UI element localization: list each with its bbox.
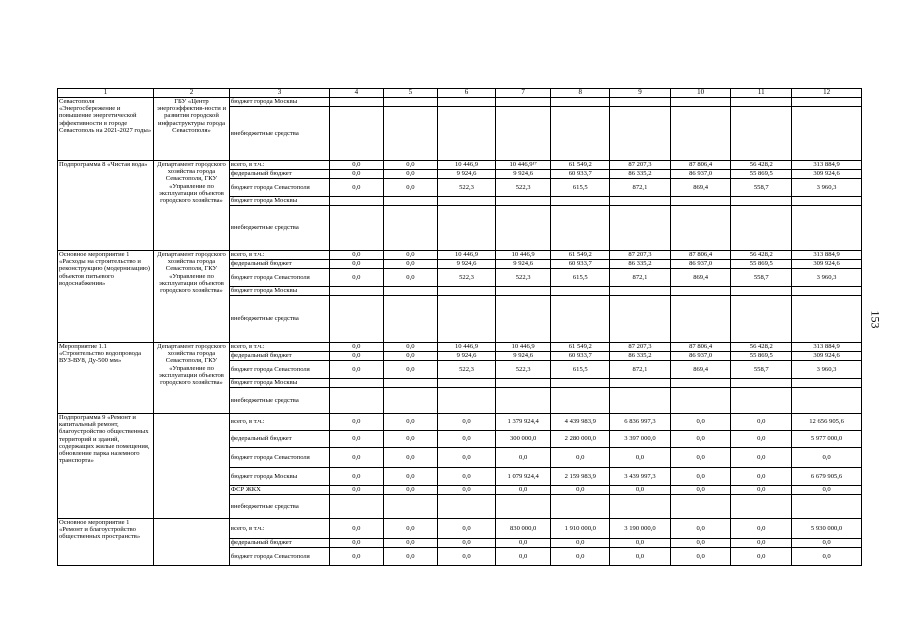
value-cell: 0,0 [330, 519, 384, 539]
value-cell [670, 379, 731, 388]
value-cell: 87 207,3 [610, 343, 671, 352]
value-cell [731, 379, 792, 388]
value-cell: 615,5 [551, 361, 610, 379]
funding-source: всего, в т.ч.: [229, 343, 329, 352]
value-cell: 0,0 [438, 548, 496, 566]
value-cell [792, 296, 862, 343]
value-cell: 522,3 [495, 361, 551, 379]
value-cell [383, 495, 438, 519]
value-cell: 0,0 [383, 161, 438, 170]
value-cell: 309 924,6 [792, 260, 862, 269]
value-cell: 0,0 [330, 251, 384, 260]
value-cell: 558,7 [731, 179, 792, 197]
value-cell: 0,0 [670, 519, 731, 539]
value-cell [551, 379, 610, 388]
value-cell: 1 379 924,4 [495, 414, 551, 431]
column-number-11: 11 [731, 89, 792, 98]
value-cell: 0,0 [731, 468, 792, 486]
value-cell: 0,0 [495, 448, 551, 468]
value-cell [731, 206, 792, 251]
value-cell [438, 287, 496, 296]
value-cell: 0,0 [438, 486, 496, 495]
value-cell: 0,0 [551, 539, 610, 548]
funding-source: федеральный бюджет [229, 170, 329, 179]
value-cell [670, 98, 731, 107]
value-cell: 0,0 [330, 486, 384, 495]
value-cell: 10 446,9 [495, 251, 551, 260]
executor-name: Департамент городского хозяйства города Севастополя, ГКУ «Управление по эксплуатации объектов городского хозяйства» [154, 343, 230, 414]
value-cell: 0,0 [792, 486, 862, 495]
value-cell [731, 197, 792, 206]
value-cell: 869,4 [670, 269, 731, 287]
value-cell: 869,4 [670, 361, 731, 379]
value-cell [551, 206, 610, 251]
value-cell [610, 197, 671, 206]
value-cell [551, 388, 610, 414]
value-cell: 56 428,2 [731, 161, 792, 170]
table-body [58, 89, 862, 566]
funding-source: бюджет города Москвы [229, 468, 329, 486]
value-cell: 0,0 [731, 431, 792, 448]
value-cell [495, 379, 551, 388]
value-cell: 87 207,3 [610, 251, 671, 260]
value-cell [610, 495, 671, 519]
value-cell [495, 197, 551, 206]
value-cell: 0,0 [495, 486, 551, 495]
value-cell: 3 960,3 [792, 361, 862, 379]
value-cell: 0,0 [330, 260, 384, 269]
program-name: Мероприятие 1.1 «Строительство водопровода ВУЗ-ВУ8, Ду-500 мм» [58, 343, 154, 414]
value-cell [792, 98, 862, 107]
value-cell [383, 98, 438, 107]
value-cell: 0,0 [330, 161, 384, 170]
value-cell [610, 296, 671, 343]
column-number-6: 6 [438, 89, 496, 98]
value-cell [330, 197, 384, 206]
value-cell: 56 428,2 [731, 343, 792, 352]
value-cell [670, 287, 731, 296]
value-cell: 0,0 [670, 448, 731, 468]
value-cell: 1 910 000,0 [551, 519, 610, 539]
value-cell: 522,3 [495, 179, 551, 197]
value-cell: 522,3 [495, 269, 551, 287]
value-cell: 3 190 000,0 [610, 519, 671, 539]
funding-source: бюджет города Москвы [229, 98, 329, 107]
value-cell: 313 884,9 [792, 251, 862, 260]
value-cell: 9 924,6 [495, 170, 551, 179]
value-cell [670, 388, 731, 414]
value-cell: 9 924,6 [438, 170, 496, 179]
value-cell [670, 197, 731, 206]
value-cell: 872,1 [610, 361, 671, 379]
value-cell [330, 296, 384, 343]
value-cell: 0,0 [792, 539, 862, 548]
value-cell: 0,0 [383, 179, 438, 197]
value-cell: 5 930 000,0 [792, 519, 862, 539]
value-cell [383, 379, 438, 388]
value-cell: 0,0 [731, 448, 792, 468]
funding-source: всего, в т.ч.: [229, 161, 329, 170]
executor-name [154, 414, 230, 519]
funding-source: всего, в т.ч.: [229, 251, 329, 260]
funding-source: бюджет города Москвы [229, 379, 329, 388]
table-row [58, 98, 862, 107]
value-cell [383, 107, 438, 161]
funding-source: ФСР ЖКХ [229, 486, 329, 495]
value-cell [551, 107, 610, 161]
table-row [58, 343, 862, 352]
value-cell: 3 439 997,3 [610, 468, 671, 486]
value-cell: 0,0 [383, 361, 438, 379]
value-cell: 0,0 [383, 539, 438, 548]
value-cell: 0,0 [330, 361, 384, 379]
value-cell [792, 206, 862, 251]
value-cell [731, 287, 792, 296]
value-cell [731, 388, 792, 414]
value-cell: 9 924,6 [495, 352, 551, 361]
value-cell: 0,0 [383, 352, 438, 361]
program-name: Подпрограмма 9 «Ремонт и капитальный ремонт, благоустройство общественных территорий и зданий, содержащих жилые помещения, обновление парка наземного транспорта» [58, 414, 154, 519]
value-cell [731, 98, 792, 107]
value-cell: 0,0 [731, 548, 792, 566]
value-cell [792, 388, 862, 414]
column-number-8: 8 [551, 89, 610, 98]
executor-name: Департамент городского хозяйства города Севастополя, ГКУ «Управление по эксплуатации объектов городского хозяйства» [154, 161, 230, 251]
value-cell [792, 287, 862, 296]
value-cell [610, 98, 671, 107]
value-cell [551, 98, 610, 107]
value-cell: 0,0 [330, 179, 384, 197]
funding-source: внебюджетные средства [229, 388, 329, 414]
value-cell: 60 933,7 [551, 170, 610, 179]
value-cell [551, 287, 610, 296]
value-cell: 0,0 [610, 448, 671, 468]
value-cell: 0,0 [610, 539, 671, 548]
value-cell: 313 884,9 [792, 343, 862, 352]
value-cell [551, 296, 610, 343]
funding-source: внебюджетные средства [229, 495, 329, 519]
value-cell: 3 960,3 [792, 179, 862, 197]
page-number: 153 [868, 310, 883, 329]
value-cell: 0,0 [551, 548, 610, 566]
funding-source: бюджет города Севастополя [229, 179, 329, 197]
value-cell: 10 446,9 [438, 343, 496, 352]
value-cell [495, 388, 551, 414]
value-cell [330, 388, 384, 414]
value-cell: 0,0 [551, 448, 610, 468]
value-cell: 86 937,0 [670, 352, 731, 361]
value-cell: 87 806,4 [670, 343, 731, 352]
value-cell: 0,0 [383, 343, 438, 352]
value-cell: 0,0 [731, 539, 792, 548]
value-cell: 0,0 [731, 486, 792, 495]
value-cell [495, 206, 551, 251]
column-number-4: 4 [330, 89, 384, 98]
value-cell: 9 924,6 [438, 260, 496, 269]
value-cell: 558,7 [731, 361, 792, 379]
value-cell: 0,0 [383, 519, 438, 539]
value-cell: 10 446,9 [438, 161, 496, 170]
value-cell: 86 937,0 [670, 170, 731, 179]
value-cell: 0,0 [330, 269, 384, 287]
value-cell [792, 379, 862, 388]
value-cell: 309 924,6 [792, 170, 862, 179]
value-cell: 309 924,6 [792, 352, 862, 361]
value-cell: 0,0 [438, 539, 496, 548]
value-cell: 61 549,2 [551, 343, 610, 352]
value-cell [551, 495, 610, 519]
value-cell: 0,0 [330, 431, 384, 448]
value-cell [330, 107, 384, 161]
value-cell [438, 98, 496, 107]
value-cell: 0,0 [330, 539, 384, 548]
value-cell: 522,3 [438, 179, 496, 197]
funding-source: внебюджетные средства [229, 206, 329, 251]
program-name: Севастополя «Энергосбережение и повышение энергетической эффективности в городе Севастополь на 2021-2027 годы» [58, 98, 154, 161]
value-cell [551, 197, 610, 206]
value-cell: 6 836 997,3 [610, 414, 671, 431]
value-cell [383, 197, 438, 206]
table-row [58, 519, 862, 539]
funding-source: федеральный бюджет [229, 431, 329, 448]
value-cell: 61 549,2 [551, 251, 610, 260]
value-cell: 0,0 [670, 414, 731, 431]
value-cell [610, 107, 671, 161]
value-cell: 0,0 [330, 170, 384, 179]
value-cell: 313 884,9 [792, 161, 862, 170]
funding-source: всего, в т.ч.: [229, 519, 329, 539]
value-cell: 0,0 [551, 486, 610, 495]
value-cell [495, 98, 551, 107]
value-cell: 0,0 [438, 448, 496, 468]
value-cell: 300 000,0 [495, 431, 551, 448]
column-number-12: 12 [792, 89, 862, 98]
value-cell [670, 296, 731, 343]
value-cell: 0,0 [330, 343, 384, 352]
value-cell: 0,0 [330, 448, 384, 468]
value-cell [731, 296, 792, 343]
funding-source: федеральный бюджет [229, 352, 329, 361]
value-cell [670, 206, 731, 251]
value-cell [330, 379, 384, 388]
value-cell: 86 335,2 [610, 170, 671, 179]
value-cell: 60 933,7 [551, 260, 610, 269]
value-cell: 0,0 [383, 548, 438, 566]
value-cell: 0,0 [792, 448, 862, 468]
value-cell: 522,3 [438, 269, 496, 287]
value-cell: 0,0 [438, 414, 496, 431]
value-cell: 86 335,2 [610, 260, 671, 269]
value-cell [383, 296, 438, 343]
value-cell: 522,3 [438, 361, 496, 379]
value-cell: 55 869,5 [731, 352, 792, 361]
value-cell: 0,0 [383, 468, 438, 486]
value-cell: 0,0 [731, 414, 792, 431]
value-cell: 0,0 [495, 548, 551, 566]
funding-source: внебюджетные средства [229, 107, 329, 161]
value-cell: 558,7 [731, 269, 792, 287]
executor-name [154, 519, 230, 566]
value-cell: 0,0 [383, 170, 438, 179]
value-cell [495, 287, 551, 296]
column-number-7: 7 [495, 89, 551, 98]
column-number-10: 10 [670, 89, 731, 98]
value-cell: 2 280 000,0 [551, 431, 610, 448]
value-cell [731, 107, 792, 161]
value-cell: 86 937,0 [670, 260, 731, 269]
value-cell [383, 206, 438, 251]
value-cell [438, 296, 496, 343]
funding-source: бюджет города Севастополя [229, 269, 329, 287]
value-cell [438, 206, 496, 251]
value-cell: 55 869,5 [731, 170, 792, 179]
value-cell: 56 428,2 [731, 251, 792, 260]
value-cell [792, 197, 862, 206]
value-cell: 0,0 [330, 414, 384, 431]
funding-source: бюджет города Севастополя [229, 448, 329, 468]
value-cell: 0,0 [330, 548, 384, 566]
value-cell: 0,0 [670, 486, 731, 495]
value-cell: 87 207,3 [610, 161, 671, 170]
value-cell: 0,0 [731, 519, 792, 539]
value-cell: 0,0 [670, 468, 731, 486]
value-cell: 61 549,2 [551, 161, 610, 170]
value-cell: 12 656 905,6 [792, 414, 862, 431]
value-cell: 615,5 [551, 269, 610, 287]
value-cell: 0,0 [792, 548, 862, 566]
value-cell: 830 000,0 [495, 519, 551, 539]
value-cell [438, 495, 496, 519]
funding-source: бюджет города Москвы [229, 197, 329, 206]
value-cell: 0,0 [610, 548, 671, 566]
column-number-1: 1 [58, 89, 154, 98]
value-cell: 0,0 [330, 352, 384, 361]
value-cell: 0,0 [438, 431, 496, 448]
value-cell: 0,0 [383, 251, 438, 260]
value-cell [383, 287, 438, 296]
value-cell [610, 287, 671, 296]
value-cell: 0,0 [438, 519, 496, 539]
value-cell: 0,0 [670, 539, 731, 548]
funding-source: бюджет города Севастополя [229, 361, 329, 379]
value-cell [670, 107, 731, 161]
value-cell: 6 679 905,6 [792, 468, 862, 486]
value-cell: 0,0 [383, 260, 438, 269]
value-cell: 1 079 924,4 [495, 468, 551, 486]
value-cell: 2 159 983,9 [551, 468, 610, 486]
value-cell: 87 806,4 [670, 161, 731, 170]
column-number-5: 5 [383, 89, 438, 98]
value-cell [495, 495, 551, 519]
value-cell [438, 107, 496, 161]
funding-source: бюджет города Москвы [229, 287, 329, 296]
value-cell: 10 446,9 [495, 343, 551, 352]
value-cell: 5 977 000,0 [792, 431, 862, 448]
value-cell [792, 495, 862, 519]
value-cell: 0,0 [670, 548, 731, 566]
value-cell [330, 287, 384, 296]
value-cell: 0,0 [330, 468, 384, 486]
table-row [58, 414, 862, 431]
funding-source: федеральный бюджет [229, 260, 329, 269]
value-cell: 0,0 [383, 431, 438, 448]
executor-name: ГБУ «Центр энергоэффектив-ности и развития городской инфраструктуры города Севастополя» [154, 98, 230, 161]
value-cell: 3 397 000,0 [610, 431, 671, 448]
column-number-9: 9 [610, 89, 671, 98]
value-cell [330, 495, 384, 519]
value-cell: 9 924,6 [495, 260, 551, 269]
value-cell: 86 335,2 [610, 352, 671, 361]
value-cell: 10 446,9 [438, 251, 496, 260]
value-cell [495, 107, 551, 161]
value-cell: 0,0 [670, 431, 731, 448]
table-row [58, 251, 862, 260]
value-cell: 4 439 983,9 [551, 414, 610, 431]
funding-source: внебюджетные средства [229, 296, 329, 343]
column-number-2: 2 [154, 89, 230, 98]
value-cell: 10 446,9¹⁷ [495, 161, 551, 170]
value-cell [495, 296, 551, 343]
funding-source: федеральный бюджет [229, 539, 329, 548]
program-name: Основное мероприятие 1 «Ремонт и благоустройство общественных пространств» [58, 519, 154, 566]
value-cell [438, 388, 496, 414]
value-cell: 872,1 [610, 269, 671, 287]
program-name: Подпрограмма 8 «Чистая вода» [58, 161, 154, 251]
value-cell: 0,0 [383, 414, 438, 431]
value-cell [438, 379, 496, 388]
document-page [57, 88, 862, 566]
value-cell: 0,0 [438, 468, 496, 486]
value-cell [792, 107, 862, 161]
value-cell: 0,0 [610, 486, 671, 495]
value-cell [330, 206, 384, 251]
column-number-row [58, 89, 862, 98]
value-cell: 55 869,5 [731, 260, 792, 269]
value-cell [610, 206, 671, 251]
table-row [58, 161, 862, 170]
value-cell [610, 379, 671, 388]
value-cell [610, 388, 671, 414]
value-cell [330, 98, 384, 107]
value-cell [383, 388, 438, 414]
value-cell: 872,1 [610, 179, 671, 197]
value-cell [670, 495, 731, 519]
value-cell: 0,0 [383, 269, 438, 287]
value-cell: 9 924,6 [438, 352, 496, 361]
value-cell: 0,0 [383, 486, 438, 495]
funding-source: всего, в т.ч.: [229, 414, 329, 431]
value-cell: 615,5 [551, 179, 610, 197]
program-name: Основное мероприятие 1 «Расходы на строительство и реконструкцию (модернизацию) объектов питьевого водоснабжения» [58, 251, 154, 343]
funding-source: бюджет города Севастополя [229, 548, 329, 566]
executor-name: Департамент городского хозяйства города Севастополя, ГКУ «Управление по эксплуатации объектов городского хозяйства» [154, 251, 230, 343]
value-cell: 87 806,4 [670, 251, 731, 260]
value-cell: 869,4 [670, 179, 731, 197]
value-cell: 3 960,3 [792, 269, 862, 287]
value-cell [438, 197, 496, 206]
value-cell: 60 933,7 [551, 352, 610, 361]
value-cell: 0,0 [495, 539, 551, 548]
value-cell [731, 495, 792, 519]
value-cell: 0,0 [383, 448, 438, 468]
budget-table [57, 88, 862, 566]
column-number-3: 3 [229, 89, 329, 98]
